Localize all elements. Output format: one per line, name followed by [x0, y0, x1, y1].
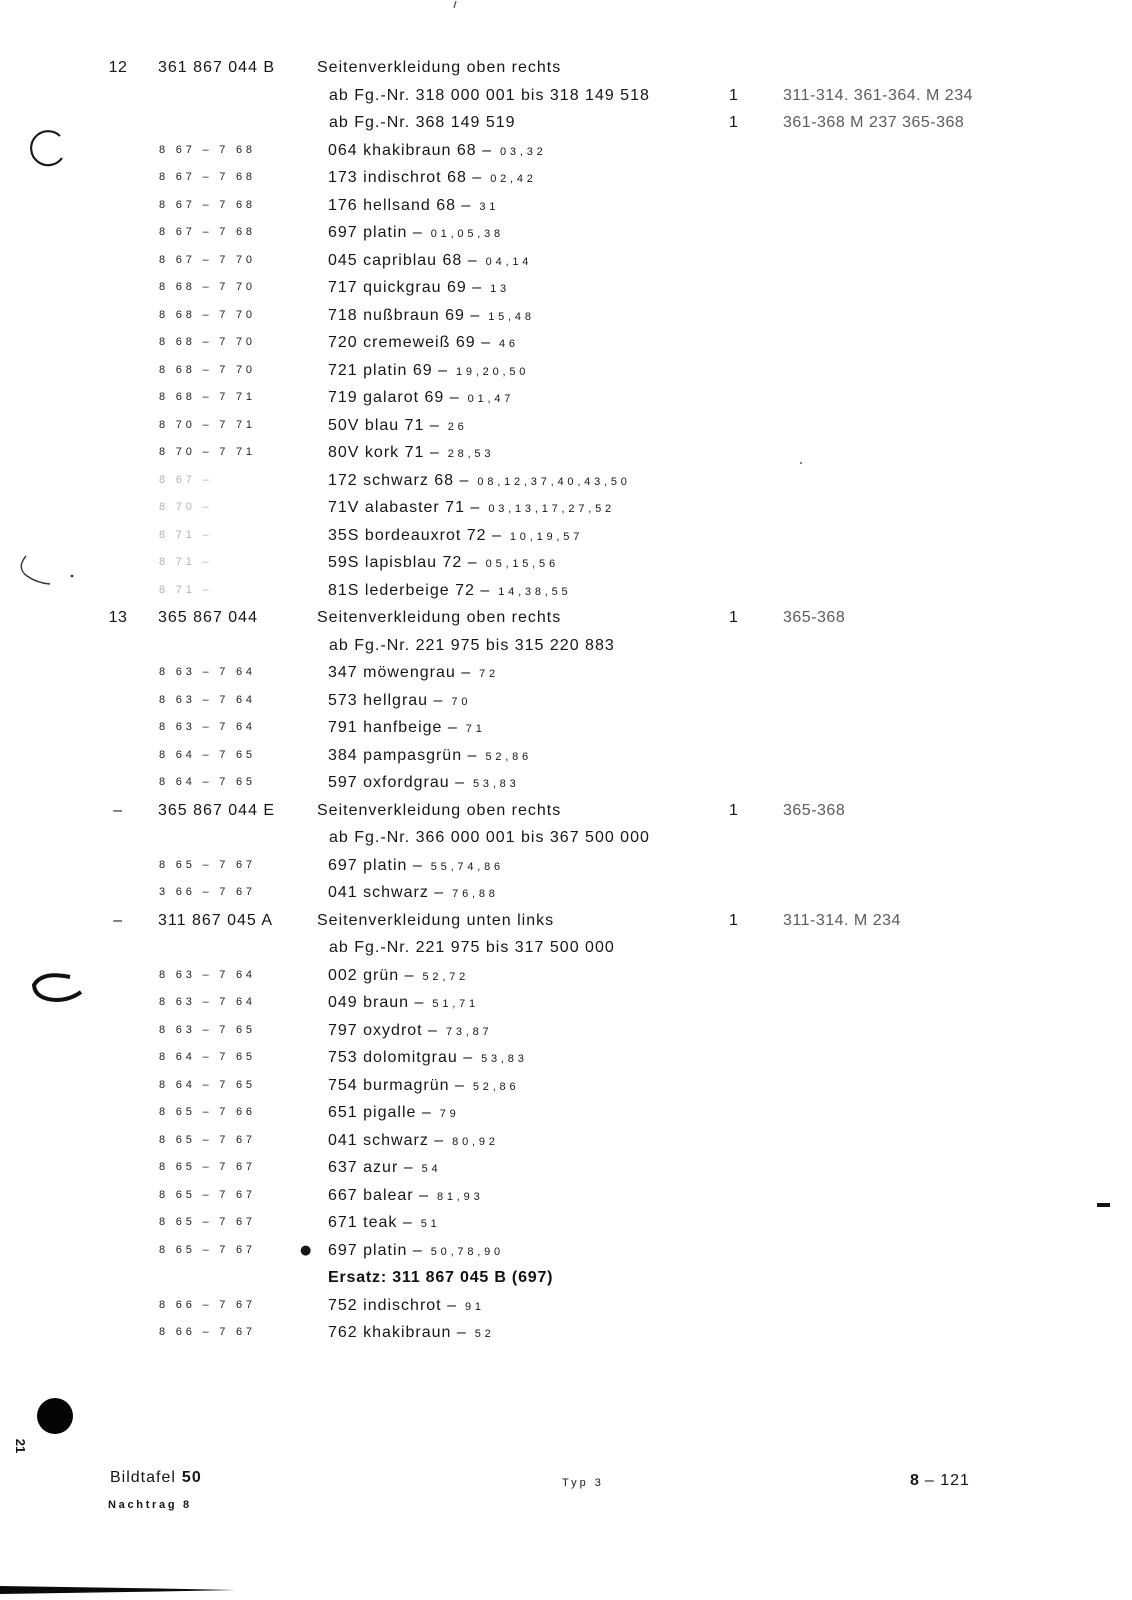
color-name: 71V alabaster 71 – — [328, 499, 481, 516]
production-date-range: 8 67 – 7 68 — [159, 143, 256, 156]
production-date-range: 8 67 – 7 68 — [159, 171, 256, 183]
color-entry — [328, 989, 479, 1019]
color-name: 80V kork 71 – — [328, 444, 440, 461]
color-code-list: 26 — [447, 420, 468, 433]
position-number: – — [113, 911, 123, 929]
color-entry — [328, 1127, 499, 1157]
parts-row — [0, 522, 1132, 550]
color-code-list: 55,74,86 — [430, 860, 504, 873]
production-date-range: 8 64 – 7 65 — [159, 776, 256, 788]
color-entry — [328, 412, 468, 442]
quantity: 1 — [729, 86, 739, 104]
color-name: 762 khakibraun – — [328, 1324, 467, 1341]
parts-row — [0, 824, 1132, 852]
color-name: 045 capriblau 68 – — [328, 251, 478, 269]
color-name: 697 platin – — [328, 856, 423, 874]
production-date-range: 8 65 – 7 67 — [159, 1188, 256, 1201]
color-code-list: 50,78,90 — [430, 1245, 504, 1258]
production-date-range: 8 63 – 7 64 — [159, 721, 256, 733]
production-date-range: 8 63 – 7 64 — [159, 968, 256, 981]
parts-row — [0, 1044, 1132, 1072]
parts-row — [0, 769, 1132, 797]
chassis-number-range: ab Fg.-Nr. 366 000 001 bis 367 500 000 — [329, 829, 650, 846]
parts-row — [0, 192, 1132, 220]
color-name: 002 grün – — [328, 966, 415, 984]
quantity: 1 — [729, 609, 739, 626]
color-code-list: 10,19,57 — [509, 530, 584, 543]
color-code-list: 73,87 — [445, 1025, 493, 1038]
color-name: 720 cremeweiß 69 – — [328, 334, 491, 351]
production-date-range: 8 63 – 7 65 — [159, 1023, 256, 1036]
color-entry — [328, 494, 615, 524]
production-date-range: 8 63 – 7 64 — [159, 666, 256, 678]
color-entry — [328, 1072, 519, 1102]
production-date-range: 8 67 – 7 68 — [159, 198, 256, 211]
color-entry — [328, 439, 494, 469]
color-code-list: 71 — [465, 723, 486, 735]
color-name: 064 khakibraun 68 – — [328, 141, 492, 159]
color-name: 573 hellgrau – — [328, 691, 444, 709]
production-date-range: 8 68 – 7 70 — [159, 281, 256, 293]
parts-row — [0, 357, 1132, 385]
color-entry — [328, 714, 486, 744]
type-label: Typ 3 — [562, 1477, 604, 1489]
production-date-range: 3 66 – 7 67 — [159, 886, 256, 898]
plate-label: Bildtafel — [110, 1469, 176, 1486]
plate-reference — [110, 1466, 202, 1490]
parts-row — [0, 934, 1132, 962]
scan-edge-line — [0, 1586, 236, 1594]
production-date-range: 8 63 – 7 64 — [159, 996, 256, 1008]
model-codes: 365-368 — [783, 609, 846, 626]
color-code-list: 91 — [464, 1300, 485, 1313]
color-code-list: 03,13,17,27,52 — [488, 503, 615, 515]
parts-row — [0, 82, 1132, 110]
color-entry — [328, 357, 529, 387]
color-name: 752 indischrot – — [328, 1296, 457, 1314]
color-entry — [328, 1154, 441, 1184]
part-number: 365 867 044 — [158, 609, 258, 626]
color-name: 176 hellsand 68 – — [328, 196, 472, 214]
part-description: Seitenverkleidung oben rechts — [317, 801, 562, 819]
production-date-range: 8 68 – 7 71 — [159, 391, 256, 403]
color-code-list: 53,83 — [481, 1053, 528, 1065]
parts-row — [0, 1182, 1132, 1210]
color-entry — [328, 962, 469, 992]
color-entry — [328, 687, 471, 717]
model-codes: 311-314. M 234 — [783, 911, 901, 929]
color-code-list: 08,12,37,40,43,50 — [477, 475, 631, 488]
parts-row — [0, 852, 1132, 880]
parts-row — [0, 1099, 1132, 1127]
parts-row — [0, 1264, 1132, 1292]
color-code-list: 31 — [479, 200, 500, 213]
color-code-list: 51 — [420, 1218, 441, 1230]
production-date-range: 8 70 – 7 71 — [159, 446, 256, 458]
color-name: 59S lapisblau 72 – — [328, 554, 478, 571]
color-entry — [328, 192, 499, 222]
parts-row — [0, 714, 1132, 742]
color-code-list: 51,71 — [432, 998, 479, 1010]
production-date-range: 8 66 – 7 67 — [159, 1298, 256, 1311]
parts-row — [0, 1237, 1132, 1265]
color-code-list: 15,48 — [488, 310, 535, 323]
color-name: 041 schwarz – — [328, 1131, 445, 1149]
production-date-range: 8 70 – — [159, 501, 213, 513]
model-codes: 311-314. 361-364. M 234 — [783, 86, 973, 104]
parts-row — [0, 989, 1132, 1017]
model-codes: 361-368 M 237 365-368 — [783, 114, 965, 131]
color-entry — [328, 549, 559, 579]
part-number: 365 867 044 E — [158, 801, 276, 819]
part-description: Seitenverkleidung unten links — [317, 911, 555, 929]
production-date-range: 8 65 – 7 67 — [159, 858, 256, 871]
part-number: 311 867 045 A — [158, 911, 274, 929]
color-entry — [328, 302, 535, 332]
color-name: 721 platin 69 – — [328, 361, 448, 379]
color-code-list: 13 — [490, 283, 510, 295]
chassis-number-range: ab Fg.-Nr. 221 975 bis 315 220 883 — [329, 636, 615, 654]
parts-row — [0, 54, 1132, 82]
parts-row — [0, 1319, 1132, 1347]
color-entry — [328, 329, 519, 359]
supplement-label: Nachtrag 8 — [108, 1499, 192, 1511]
color-entry — [328, 852, 504, 882]
production-date-range: 8 65 – 7 67 — [159, 1161, 256, 1173]
color-code-list: 52,72 — [422, 970, 470, 983]
color-code-list: 52,86 — [485, 750, 532, 763]
parts-row — [0, 467, 1132, 495]
color-entry — [328, 879, 499, 909]
production-date-range: 8 71 – — [159, 583, 213, 596]
position-number: – — [113, 801, 123, 819]
color-entry — [328, 1099, 460, 1129]
color-entry — [328, 769, 520, 799]
production-date-range: 8 65 – 7 67 — [159, 1243, 256, 1256]
chassis-number-range: ab Fg.-Nr. 318 000 001 bis 318 149 518 — [329, 86, 650, 104]
parts-row — [0, 604, 1132, 632]
color-entry — [328, 1292, 485, 1322]
production-date-range: 8 65 – 7 66 — [159, 1106, 256, 1118]
parts-row — [0, 274, 1132, 302]
parts-row — [0, 329, 1132, 357]
production-date-range: 8 63 – 7 64 — [159, 693, 256, 706]
quantity: 1 — [729, 911, 739, 929]
color-code-list: 05,15,56 — [485, 558, 559, 570]
color-code-list: 70 — [451, 695, 472, 708]
parts-row — [0, 1127, 1132, 1155]
color-name: 35S bordeauxrot 72 – — [328, 526, 502, 544]
color-entry — [328, 384, 514, 414]
punch-hole — [37, 1398, 73, 1434]
color-entry — [328, 274, 510, 304]
color-name: 791 hanfbeige – — [328, 719, 458, 736]
part-description: Seitenverkleidung oben rechts — [317, 609, 562, 626]
color-code-list: 02,42 — [490, 173, 537, 185]
parts-row — [0, 1072, 1132, 1100]
production-date-range: 8 66 – 7 67 — [159, 1326, 256, 1338]
color-entry — [328, 1182, 484, 1212]
color-name: 173 indischrot 68 – — [328, 169, 483, 186]
color-entry — [328, 1319, 495, 1349]
color-name: 753 dolomitgrau – — [328, 1049, 474, 1066]
color-code-list: 28,53 — [447, 448, 495, 460]
parts-row — [0, 412, 1132, 440]
parts-row — [0, 1292, 1132, 1320]
color-entry — [328, 137, 547, 167]
chassis-number-range: ab Fg.-Nr. 221 975 bis 317 500 000 — [329, 939, 615, 956]
color-name: 797 oxydrot – — [328, 1021, 438, 1039]
part-number: 361 867 044 B — [158, 59, 276, 76]
position-number: 12 — [108, 59, 128, 76]
color-entry — [328, 1044, 528, 1074]
parts-row — [0, 659, 1132, 687]
color-entry — [328, 164, 537, 194]
production-date-range: 8 70 – 7 71 — [159, 418, 256, 431]
color-name: 697 platin – — [328, 224, 423, 241]
parts-row — [0, 1017, 1132, 1045]
part-description: Seitenverkleidung oben rechts — [317, 59, 562, 76]
parts-row — [0, 742, 1132, 770]
quantity: 1 — [729, 114, 739, 131]
color-code-list: 72 — [479, 668, 499, 680]
parts-row — [0, 907, 1132, 935]
bullet-marker: ● — [300, 1242, 312, 1258]
color-name: 50V blau 71 – — [328, 416, 440, 434]
production-date-range: 8 71 – — [159, 528, 213, 541]
parts-row — [0, 1209, 1132, 1237]
production-date-range: 8 64 – 7 65 — [159, 748, 256, 761]
color-code-list: 46 — [498, 338, 519, 350]
parts-row — [0, 164, 1132, 192]
replacement-note: Ersatz: 311 867 045 B (697) — [328, 1269, 554, 1286]
color-name: 697 platin – — [328, 1241, 423, 1259]
color-name: 651 pigalle – — [328, 1104, 432, 1121]
color-entry — [328, 659, 499, 689]
production-date-range: 8 68 – 7 70 — [159, 336, 256, 348]
color-code-list: 81,93 — [436, 1190, 484, 1203]
production-date-range: 8 64 – 7 65 — [159, 1051, 256, 1063]
color-entry — [328, 467, 631, 497]
production-date-range: 8 64 – 7 65 — [159, 1078, 256, 1091]
color-name: 041 schwarz – — [328, 884, 445, 901]
parts-row — [0, 247, 1132, 275]
color-entry — [328, 219, 504, 249]
model-codes: 365-368 — [783, 801, 846, 819]
parts-row — [0, 439, 1132, 467]
chassis-number-range: ab Fg.-Nr. 368 149 519 — [329, 114, 516, 131]
plate-number: 50 — [181, 1469, 202, 1486]
color-entry — [328, 742, 532, 772]
color-name: 717 quickgrau 69 – — [328, 279, 483, 296]
color-code-list: 53,83 — [472, 778, 520, 790]
parts-row — [0, 549, 1132, 577]
production-date-range: 8 67 – 7 68 — [159, 226, 256, 238]
color-name: 384 pampasgrün – — [328, 746, 478, 764]
production-date-range: 8 67 – 7 70 — [159, 253, 256, 266]
color-name: 754 burmagrün – — [328, 1076, 465, 1094]
parts-row — [0, 109, 1132, 137]
color-code-list: 54 — [421, 1163, 442, 1175]
parts-row — [0, 219, 1132, 247]
color-name: 671 teak – — [328, 1214, 413, 1231]
production-date-range: 8 65 – 7 67 — [159, 1216, 256, 1228]
color-code-list: 03,32 — [500, 145, 547, 158]
color-code-list: 14,38,55 — [498, 585, 572, 598]
color-name: 667 balear – — [328, 1186, 429, 1204]
color-entry — [328, 522, 583, 552]
color-entry — [328, 247, 532, 277]
parts-row — [0, 1154, 1132, 1182]
parts-row — [0, 797, 1132, 825]
color-entry — [328, 577, 571, 607]
color-code-list: 52,86 — [472, 1080, 520, 1093]
color-entry — [328, 1209, 441, 1239]
color-name: 172 schwarz 68 – — [328, 471, 470, 489]
page-reference — [910, 1469, 970, 1493]
parts-row — [0, 632, 1132, 660]
parts-row — [0, 302, 1132, 330]
quantity: 1 — [729, 801, 739, 819]
color-entry — [328, 1017, 492, 1047]
scan-speck — [454, 1, 456, 8]
color-code-list: 01,05,38 — [430, 228, 504, 240]
parts-row — [0, 384, 1132, 412]
parts-row — [0, 577, 1132, 605]
color-code-list: 79 — [439, 1108, 460, 1120]
color-code-list: 01,47 — [467, 393, 515, 405]
parts-row — [0, 494, 1132, 522]
color-name: 597 oxfordgrau – — [328, 774, 465, 791]
parts-row — [0, 687, 1132, 715]
color-code-list: 76,88 — [452, 888, 499, 900]
page-number: – 121 — [924, 1472, 970, 1489]
color-code-list: 52 — [474, 1328, 495, 1340]
color-code-list: 80,92 — [452, 1135, 499, 1148]
position-number: 13 — [108, 609, 128, 626]
parts-table — [0, 54, 1132, 1354]
color-name: 718 nußbraun 69 – — [328, 306, 481, 324]
color-name: 049 braun – — [328, 994, 425, 1011]
page-section: 8 — [910, 1472, 920, 1489]
margin-page-note: 21 — [13, 1438, 28, 1454]
color-name: 347 möwengrau – — [328, 664, 472, 681]
parts-row — [0, 879, 1132, 907]
color-name: 81S lederbeige 72 – — [328, 581, 491, 599]
production-date-range: 8 67 – — [159, 473, 213, 486]
production-date-range: 8 68 – 7 70 — [159, 363, 256, 376]
production-date-range: 8 71 – — [159, 556, 213, 568]
color-name: 637 azur – — [328, 1159, 414, 1176]
color-code-list: 04,14 — [485, 255, 533, 268]
color-code-list: 19,20,50 — [455, 365, 530, 378]
production-date-range: 8 65 – 7 67 — [159, 1133, 256, 1146]
color-name: 719 galarot 69 – — [328, 389, 460, 406]
parts-row — [0, 962, 1132, 990]
production-date-range: 8 68 – 7 70 — [159, 308, 256, 321]
color-entry — [328, 1237, 504, 1267]
parts-row — [0, 137, 1132, 165]
